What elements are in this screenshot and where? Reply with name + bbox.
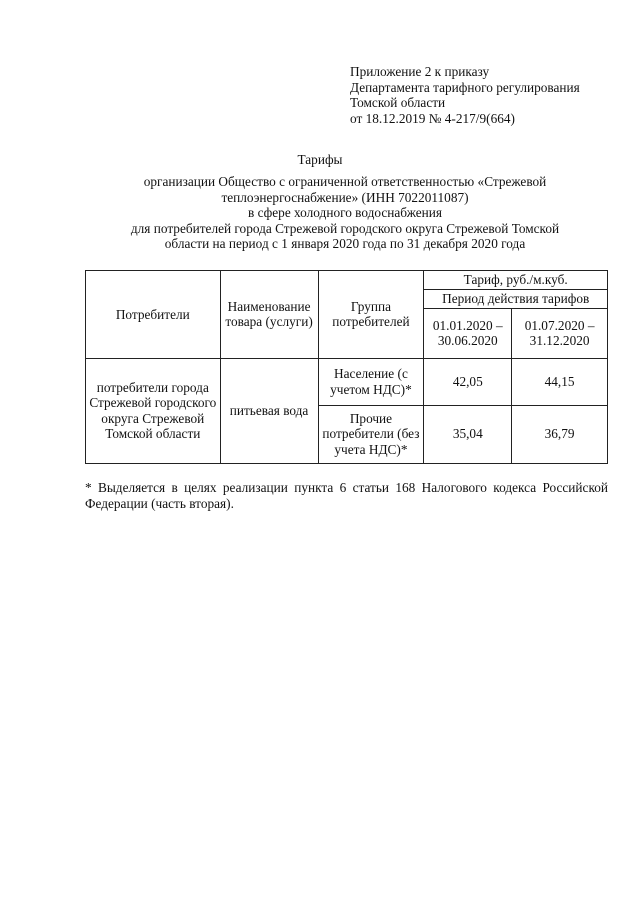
cell-group: Население (с учетом НДС)* (318, 358, 424, 405)
header-product: Наименование товара (услуги) (220, 271, 318, 359)
cell-value: 44,15 (512, 358, 608, 405)
header-period-1: 01.01.2020 – 30.06.2020 (424, 308, 512, 358)
appendix-line: от 18.12.2019 № 4-217/9(664) (350, 110, 515, 126)
subtitle-line: области на период с 1 января 2020 года по 31 декабря 2020 года (164, 236, 526, 251)
appendix-line: Приложение 2 к приказу (350, 64, 490, 79)
footnote: * Выделяется в целях реализации пункта 6 статьи 168 Налогового кодекса Российской Федерации (часть вторая). (85, 480, 608, 511)
cell-group: Прочие потребители (без учета НДС)* (318, 405, 424, 463)
subtitle-line: в сфере холодного водоснабжения (247, 205, 442, 220)
document-title: Тарифы (297, 152, 343, 167)
appendix-block (350, 64, 580, 126)
cell-value: 35,04 (424, 405, 512, 463)
table-row (86, 358, 608, 405)
cell-value: 42,05 (424, 358, 512, 405)
header-tariff: Тариф, руб./м.куб. (424, 271, 608, 290)
subtitle-line: для потребителей города Стрежевой городского округа Стрежевой Томской (130, 220, 560, 236)
cell-consumers: потребители города Стрежевой городского округа Стрежевой Томской области (86, 358, 221, 463)
cell-value: 36,79 (512, 405, 608, 463)
header-period-2: 01.07.2020 – 31.12.2020 (512, 308, 608, 358)
tariff-table (85, 270, 608, 464)
document-subtitle (80, 174, 610, 252)
subtitle-line: теплоэнергоснабжение» (ИНН 7022011087) (221, 189, 469, 205)
subtitle-line: организации Общество с ограниченной ответственностью «Стрежевой (143, 174, 547, 189)
cell-product: питьевая вода (220, 358, 318, 463)
header-consumers: Потребители (86, 271, 221, 359)
appendix-line: Томской области (350, 95, 446, 110)
header-group: Группа потребителей (318, 271, 424, 359)
header-period: Период действия тарифов (424, 290, 608, 309)
appendix-line: Департамента тарифного регулирования (350, 79, 580, 95)
